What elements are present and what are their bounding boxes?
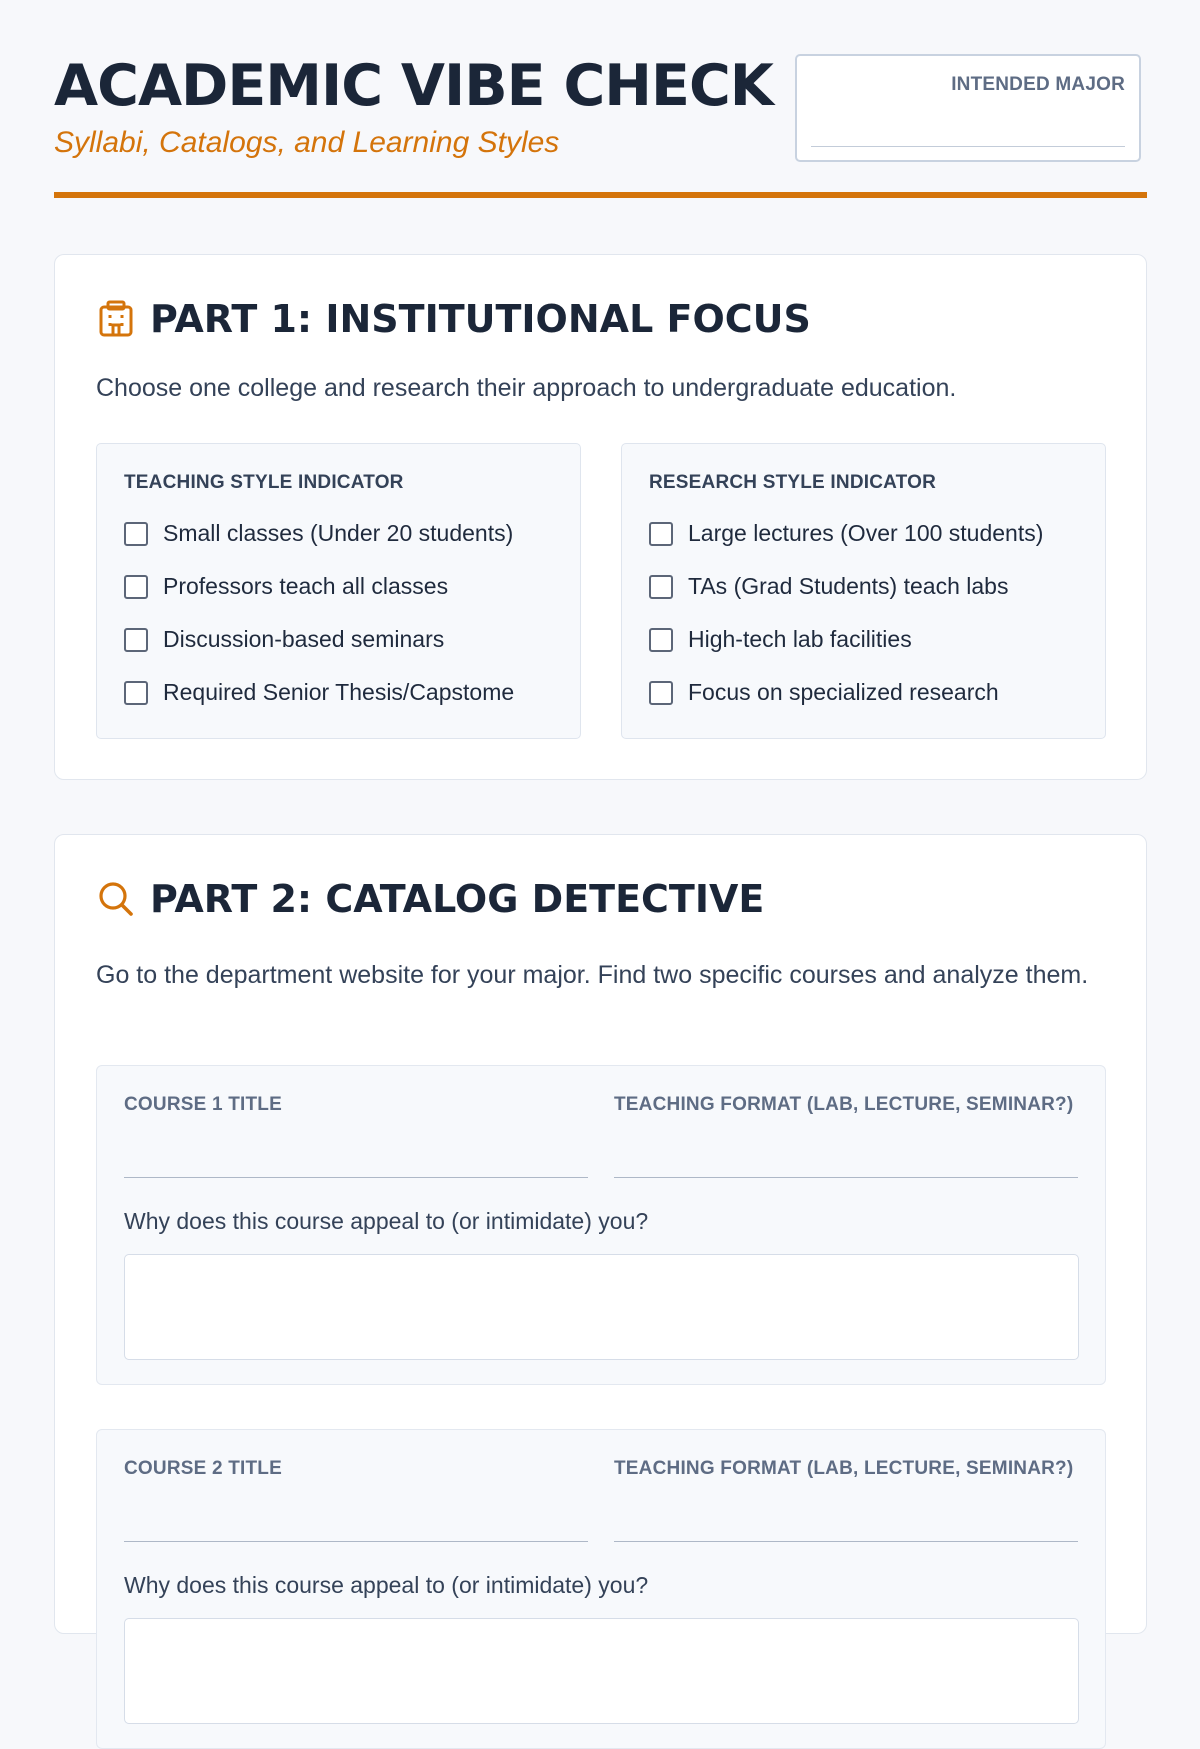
worksheet-page <box>54 0 1147 1598</box>
part1-card <box>54 254 1147 780</box>
search-icon <box>96 879 136 919</box>
checklist-label: Professors teach all classes <box>163 573 449 599</box>
checklist-item[interactable] <box>649 626 912 653</box>
course-block <box>96 1429 1106 1749</box>
intended-major-label: INTENDED MAJOR <box>951 74 1125 95</box>
checklist-item[interactable] <box>124 520 513 547</box>
teaching-style-box <box>96 443 581 739</box>
checklist-label: Small classes (Under 20 students) <box>163 520 514 546</box>
checklist-label: Discussion-based seminars <box>163 626 445 652</box>
checklist-label: Required Senior Thesis/Capstome <box>163 679 515 705</box>
checklist-item[interactable] <box>649 520 1043 547</box>
teaching-style-title: TEACHING STYLE INDICATOR <box>124 472 404 493</box>
part2-intro: Go to the department website for your major. Find two specific courses and analyze them. <box>96 961 1089 989</box>
checklist-label: TAs (Grad Students) teach labs <box>688 573 1009 599</box>
appeal-answer-textarea[interactable] <box>124 1254 1079 1360</box>
part2-card <box>54 834 1147 1634</box>
course-title-label: COURSE 2 TITLE <box>124 1458 282 1479</box>
checklist-item[interactable] <box>649 679 999 706</box>
checkbox[interactable] <box>649 628 673 652</box>
checklist-label: Large lectures (Over 100 students) <box>688 520 1044 546</box>
intended-major-input-line[interactable] <box>811 146 1125 147</box>
course-title-input[interactable] <box>124 1541 588 1542</box>
page-subtitle: Syllabi, Catalogs, and Learning Styles <box>54 126 560 159</box>
checklist-label: High-tech lab facilities <box>688 626 912 652</box>
part2-heading <box>96 877 764 921</box>
part2-title: PART 2: CATALOG DETECTIVE <box>150 877 765 921</box>
checkbox[interactable] <box>124 522 148 546</box>
teaching-format-label: TEACHING FORMAT (LAB, LECTURE, SEMINAR?) <box>614 1458 1074 1479</box>
checkbox[interactable] <box>649 681 673 705</box>
checklist-item[interactable] <box>124 626 444 653</box>
teaching-format-input[interactable] <box>614 1541 1078 1542</box>
part1-heading <box>96 297 811 341</box>
research-style-box <box>621 443 1106 739</box>
appeal-question: Why does this course appeal to (or intimidate) you? <box>124 1572 649 1598</box>
checkbox[interactable] <box>124 575 148 599</box>
header-divider <box>54 192 1147 198</box>
appeal-question: Why does this course appeal to (or intimidate) you? <box>124 1208 649 1234</box>
checklist-item[interactable] <box>124 573 448 600</box>
checklist-item[interactable] <box>124 679 514 706</box>
checkbox[interactable] <box>124 681 148 705</box>
part1-intro: Choose one college and research their approach to undergraduate education. <box>96 374 957 402</box>
course-block <box>96 1065 1106 1385</box>
checkbox[interactable] <box>649 575 673 599</box>
header <box>54 0 1147 200</box>
teaching-format-label: TEACHING FORMAT (LAB, LECTURE, SEMINAR?) <box>614 1094 1074 1115</box>
course-title-label: COURSE 1 TITLE <box>124 1094 282 1115</box>
checkbox[interactable] <box>124 628 148 652</box>
appeal-answer-textarea[interactable] <box>124 1618 1079 1724</box>
course-title-input[interactable] <box>124 1177 588 1178</box>
intended-major-field[interactable] <box>795 54 1141 162</box>
teaching-format-input[interactable] <box>614 1177 1078 1178</box>
checklist-item[interactable] <box>649 573 1008 600</box>
part1-title: PART 1: INSTITUTIONAL FOCUS <box>150 297 811 341</box>
checklist-label: Focus on specialized research <box>688 679 999 705</box>
building-icon <box>96 299 136 339</box>
research-style-title: RESEARCH STYLE INDICATOR <box>649 472 937 493</box>
checkbox[interactable] <box>649 522 673 546</box>
page-title: ACADEMIC VIBE CHECK <box>54 53 773 119</box>
